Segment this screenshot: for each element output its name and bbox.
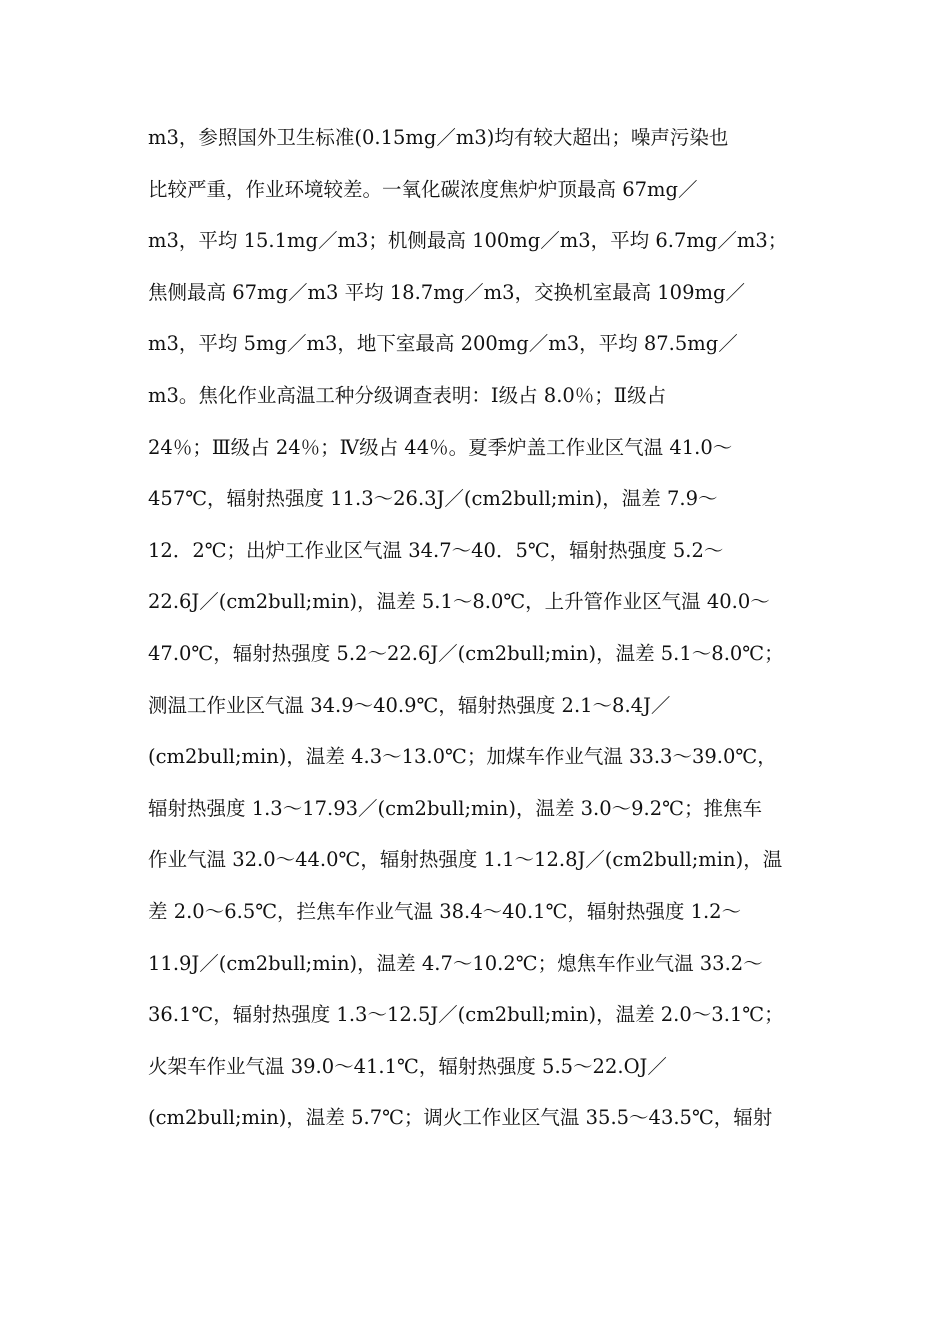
text-line: 12．2℃；出炉工作业区气温 34.7～40．5℃，辐射热强度 5.2～ xyxy=(148,538,724,562)
body-paragraph xyxy=(148,112,808,1144)
text-line: 作业气温 32.0～44.0℃，辐射热强度 1.1～12.8J／(cm2bull;min)，温 xyxy=(148,848,783,872)
text-line: 24％；Ⅲ级占 24％；Ⅳ级占 44％。夏季炉盖工作业区气温 41.0～ xyxy=(148,435,733,459)
text-line: m3，平均 15.1mg／m3；机侧最高 100mg／m3，平均 6.7mg／m3； xyxy=(148,229,788,253)
text-line: m3，平均 5mg／m3，地下室最高 200mg／m3，平均 87.5mg／ xyxy=(148,332,738,356)
text-line: (cm2bull;min)，温差 5.7℃；调火工作业区气温 35.5～43.5℃，辐射 xyxy=(148,1106,773,1130)
text-line: 火架车作业气温 39.0～41.1℃，辐射热强度 5.5～22.OJ／ xyxy=(148,1054,667,1078)
text-line: 辐射热强度 1.3～17.93／(cm2bull;min)，温差 3.0～9.2℃；推焦车 xyxy=(148,796,762,820)
text-line: 22.6J／(cm2bull;min)，温差 5.1～8.0℃，上升管作业区气温 40.0～ xyxy=(148,590,770,614)
text-line: 差 2.0～6.5℃，拦焦车作业气温 38.4～40.1℃，辐射热强度 1.2～ xyxy=(148,899,742,923)
text-line: m3。焦化作业高温工种分级调查表明：Ⅰ级占 8.0％；Ⅱ级占 xyxy=(148,383,667,407)
text-line: 焦侧最高 67mg／m3 平均 18.7mg／m3，交换机室最高 109mg／ xyxy=(148,280,745,304)
text-line: 47.0℃，辐射热强度 5.2～22.6J／(cm2bull;min)，温差 5.1～8.0℃； xyxy=(148,641,784,665)
text-line: 测温工作业区气温 34.9～40.9℃，辐射热强度 2.1～8.4J／ xyxy=(148,693,671,717)
text-line: 比较严重，作业环境较差。一氧化碳浓度焦炉炉顶最高 67mg／ xyxy=(148,177,698,201)
text-line: (cm2bull;min)，温差 4.3～13.0℃；加煤车作业气温 33.3～39.0℃， xyxy=(148,745,777,769)
text-line: 11.9J／(cm2bull;min)，温差 4.7～10.2℃；熄焦车作业气温 33.2～ xyxy=(148,951,763,975)
text-line: 36.1℃，辐射热强度 1.3～12.5J／(cm2bull;min)，温差 2.0～3.1℃； xyxy=(148,1003,784,1027)
text-line: 457℃，辐射热强度 11.3～26.3J／(cm2bull;min)，温差 7.9～ xyxy=(148,487,718,511)
text-line: m3，参照国外卫生标准(0.15mg／m3)均有较大超出；噪声污染也 xyxy=(148,126,729,149)
